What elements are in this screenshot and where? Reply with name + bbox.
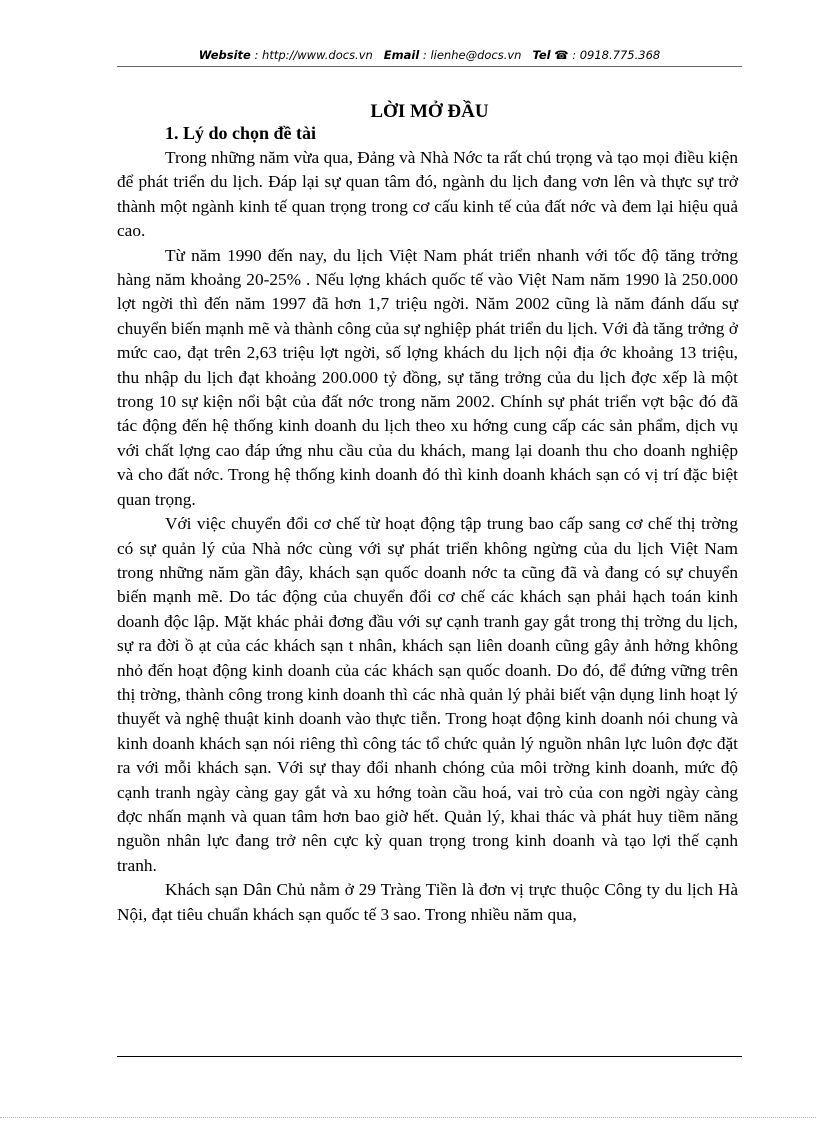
page-edge-dots (0, 1117, 816, 1118)
paragraph: Khách sạn Dân Chủ nằm ở 29 Tràng Tiền là đơn vị trực thuộc Công ty du lịch Hà Nội, đạt tiêu chuẩn khách sạn quốc tế 3 sao. Trong nhiều năm qua, (117, 880, 738, 924)
header-divider (117, 66, 742, 67)
body-text (117, 146, 738, 927)
email-label: Email (383, 48, 420, 62)
paragraph: Với việc chuyển đổi cơ chế từ hoạt động tập trung bao cấp sang cơ chế thị trờng có sự quản lý của Nhà nớc cùng với sự phát triển không ngừng của du lịch Việt Nam trong những năm gần đây, khách sạn quốc doanh nớc ta cũng đã và đang có sự chuyển biến mạnh mẽ. Do tác động của chuyển đổi cơ chế các khách sạn phải hạch toán kinh doanh độc lập. Mặt khác phải đơng đầu với sự cạnh tranh gay gắt trong thị trờng du lịch, sự ra đời ồ ạt của các khách sạn t nhân, khách sạn liên doanh cũng gây ảnh hởng không nhỏ đến hoạt động kinh doanh của các khách sạn quốc doanh. Do đó, để đứng vững trên thị trờng, thành công trong kinh doanh thì các nhà quản lý phải biết vận dụng linh hoạt lý thuyết và nghệ thuật kinh doanh vào thực tiễn. Trong hoạt động kinh doanh nói chung và kinh doanh khách sạn nói riêng thì công tác tổ chức quản lý nguồn nhân lực luôn đợc đặt ra với mỗi khách sạn. Với sự thay đổi nhanh chóng của môi trờng kinh doanh, mức độ cạnh tranh ngày càng gay gắt và xu hớng toàn cầu hoá, vai trò của con ngời ngày càng đợc nhấn mạnh và quan tâm hơn bao giờ hết. Quản lý, khai thác và phát huy tiềm năng nguồn nhân lực đang trở nên cực kỳ quan trọng trong kinh doanh và tạo lợi thế cạnh tranh. (117, 514, 738, 875)
email-value: : lienhe@docs.vn (422, 48, 522, 62)
website-label: Website (198, 48, 251, 62)
website-value: : http://www.docs.vn (254, 48, 373, 62)
page-header (117, 48, 742, 62)
paragraph: Trong những năm vừa qua, Đảng và Nhà Nớc ta rất chú trọng và tạo mọi điều kiện để phát triển du lịch. Đáp lại sự quan tâm đó, ngành du lịch đang vơn lên và thực sự trở thành một ngành kinh tế quan trọng trong cơ cấu kinh tế của đất nớc và đem lại hiệu quả cao. (117, 148, 738, 241)
tel-value: : 0918.775.368 (572, 48, 661, 62)
paragraph: Từ năm 1990 đến nay, du lịch Việt Nam phát triển nhanh với tốc độ tăng trởng hàng năm khoảng 20-25% . Nếu lợng khách quốc tế vào Việt Nam năm 1990 là 250.000 lợt ngời thì đến năm 1997 đã hơn 1,7 triệu ngời. Năm 2002 cũng là năm đánh dấu sự chuyển biến mạnh mẽ và thành công của sự nghiệp phát triển du lịch. Với đà tăng trởng ở mức cao, đạt trên 2,63 triệu lợt ngời, số lợng khách du lịch nội địa ớc khoảng 13 triệu, thu nhập du lịch đạt khoảng 200.000 tỷ đồng, sự tăng trởng của du lịch đợc xếp là một trong 10 sự kiện nổi bật của đất nớc trong năm 2002. Chính sự phát triển vợt bậc đó đã tác động đến hệ thống kinh doanh du lịch theo xu hớng cung cấp các sản phẩm, dịch vụ với chất lợng cao đáp ứng nhu cầu của du khách, mang lại doanh thu cho doanh nghiệp và cho đất nớc. Trong hệ thống kinh doanh đó thì kinh doanh khách sạn có vị trí đặc biệt quan trọng. (117, 245, 738, 509)
tel-label: Tel (532, 48, 551, 62)
page-title: LỜI MỞ ĐẦU (370, 101, 489, 122)
section-heading: 1. Lý do chọn đề tài (165, 123, 317, 143)
footer-divider (117, 1056, 742, 1057)
phone-icon: ☎ (554, 48, 569, 62)
